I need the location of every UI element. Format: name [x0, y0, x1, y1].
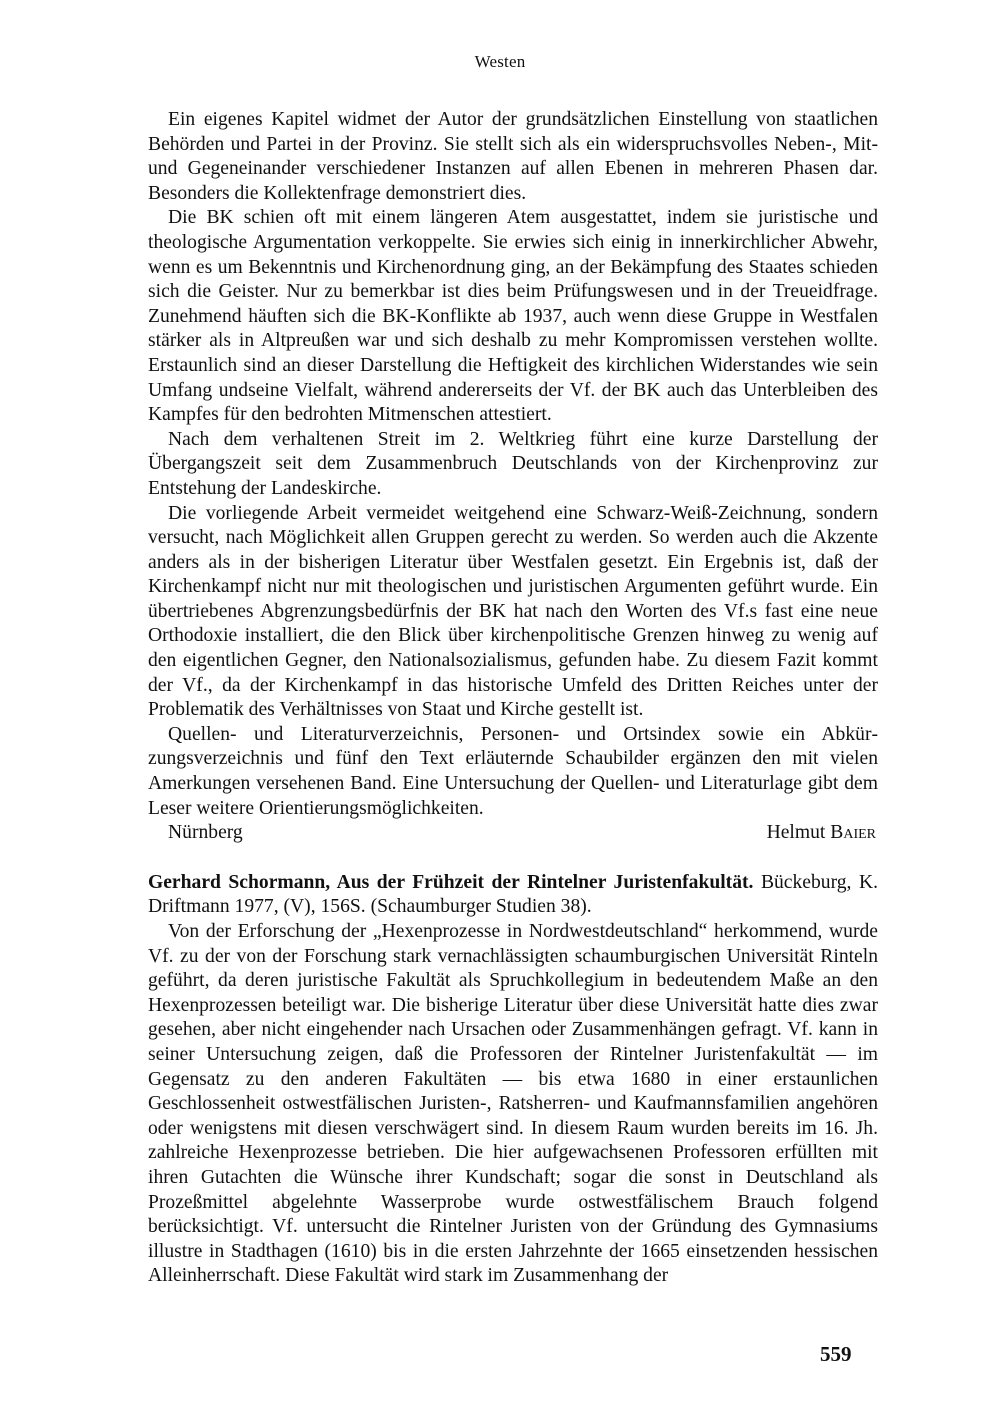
paragraph-weltkrieg: Nach dem verhaltenen Streit im 2. Weltkrieg führt eine kurze Darstellung der Übergangszeit seit dem Zusammenbruch Deutschlands von der Kirchenprovinz zur Entstehung der Landeskirche. — [148, 428, 878, 499]
paragraph-quellen: Quellen- und Literaturverzeichnis, Personen- und Ortsindex sowie ein Abkürzungsverzeichnis und fünf den Text erläuternde Schaubilder ergänzen den mit vielen Amerkungen versehenen Band. Eine Untersuchung der Quellen- und Literaturlage gibt dem Leser weitere Orientierungsmöglichkeiten. — [148, 723, 878, 819]
reviewer-name — [767, 821, 876, 846]
book-author-title: Gerhard Schormann, Aus der Frühzeit der Rintelner Juristenfakultät. — [148, 871, 754, 893]
page-number: 559 — [820, 1342, 852, 1366]
book-review — [148, 871, 878, 1289]
paragraph-hexenprozesse: Von der Erforschung der „Hexenprozesse in Nordwestdeutschland“ herkommend, wurde Vf. zu der von der Forschung stark vernachlässigten schaumburgischen Universität Rinteln geführt, da deren juristische Fakultät als Spruchkollegium in bedeutendem Maße an den Hexenprozessen beteiligt war. Die bisherige Literatur über diese Universität hatte dies zwar gesehen, aber nicht eingehender nach Ursachen oder Zusammenhängen gefragt. Vf. kann in seiner Untersuchung zeigen, daß die Professoren der Rintelner Juristenfakultät — im Gegensatz zu den anderen Fakultäten — bis etwa 1680 in einer erstaunlichen Geschlossenheit ostwestfälischen Juristen-, Ratsherren- und Kaufmannsfamilien angehören oder wenigstens mit diesen verschwägert sind. In diesem Raum wurden bereits im 16. Jh. zahlreiche Hexenprozesse betrieben. Die hier aufgewachsenen Professoren erfüllten mit ihren Gutachten die Wünsche ihrer Kundschaft; sogar die sonst in Deutschland als Prozeßmittel abgelehnte Wasserprobe wurde ostwestfälischem Brauch folgend berücksichtigt. Vf. untersucht die Rintelner Juristen von der Gründung des Gymnasiums illustre in Stadthagen (1610) bis in die ersten Jahrzehnte der 1665 einsetzenden hessischen Alleinherrschaft. Diese Fakultät wird stark im Zusammenhang der — [148, 921, 878, 1287]
paragraph-bk: Die BK schien oft mit einem längeren Atem ausgestattet, indem sie juristische und theologische Argumentation verkoppelte. Sie erwies sich einig in innerkirchlicher Abwehr, wenn es um Bekenntnis und Kirchenordnung ging, an der Bekämpfung des Staates schieden sich die Geister. Nur zu bemerkbar ist dies beim Prüfungswesen und in der Treueidfrage. Zunehmend häuften sich die BK-Konflikte ab 1937, auch wenn diese Gruppe in Westfalen stärker als in Altpreußen war und sich deshalb zu mehr Kompromissen verstehen wollte. Erstaunlich sind an dieser Darstellung die Heftigkeit des kirchlichen Widerstandes wie sein Umfang undseine Vielfalt, während andererseits der Vf. der BK auch das Unterbleiben des Kampfes für den bedrohten Mitmenschen attestiert. — [148, 207, 878, 426]
paragraph-arbeit: Die vorliegende Arbeit vermeidet weitgehend eine Schwarz-Weiß-Zeichnung, sondern versucht, nach Möglichkeit allen Gruppen gerecht zu werden. So werden auch die Akzente anders als in der bisherigen Literatur über Westfalen gesetzt. Ein Ergebnis ist, daß der Kirchenkampf nicht nur mit theologischen und juristischen Argumenten geführt wurde. Ein übertriebenes Abgrenzungsbedürfnis der BK hat nach den Worten des Vf.s fast eine neue Orthodoxie installiert, die den Blick über kirchenpolitische Grenzen hinweg zu wenig auf den eigentlichen Gegner, den Nationalsozialismus, gefunden habe. Zu diesem Fazit kommt der Vf., da der Kirchenkampf in das historische Umfeld des Dritten Reiches unter der Problematik des Verhältnisses von Staat und Kirche gestellt ist. — [148, 502, 878, 721]
running-head: Westen — [474, 52, 526, 71]
review-signature — [148, 821, 878, 846]
body-text — [148, 108, 878, 1289]
reviewer-first-name: Helmut — [766, 822, 826, 844]
signature-place: Nürnberg — [168, 822, 243, 844]
book-citation — [148, 871, 878, 920]
book-publication: Bückeburg, K. Driftmann 1977, (V), 156S. (Schaumburger Studien 38). — [148, 871, 878, 918]
paragraph-kapitel: Ein eigenes Kapitel widmet der Autor der grundsätzlichen Einstellung von staatlichen Behörden und Partei in der Provinz. Sie stellt sich als ein widerspruchsvolles Neben-, Mit- und Gegeneinander verschiedener Instanzen auf allen Ebenen in mehreren Phasen dar. Besonders die Kollektenfrage demonstriert dies. — [148, 109, 878, 204]
reviewer-last-name: Baier — [830, 822, 876, 844]
